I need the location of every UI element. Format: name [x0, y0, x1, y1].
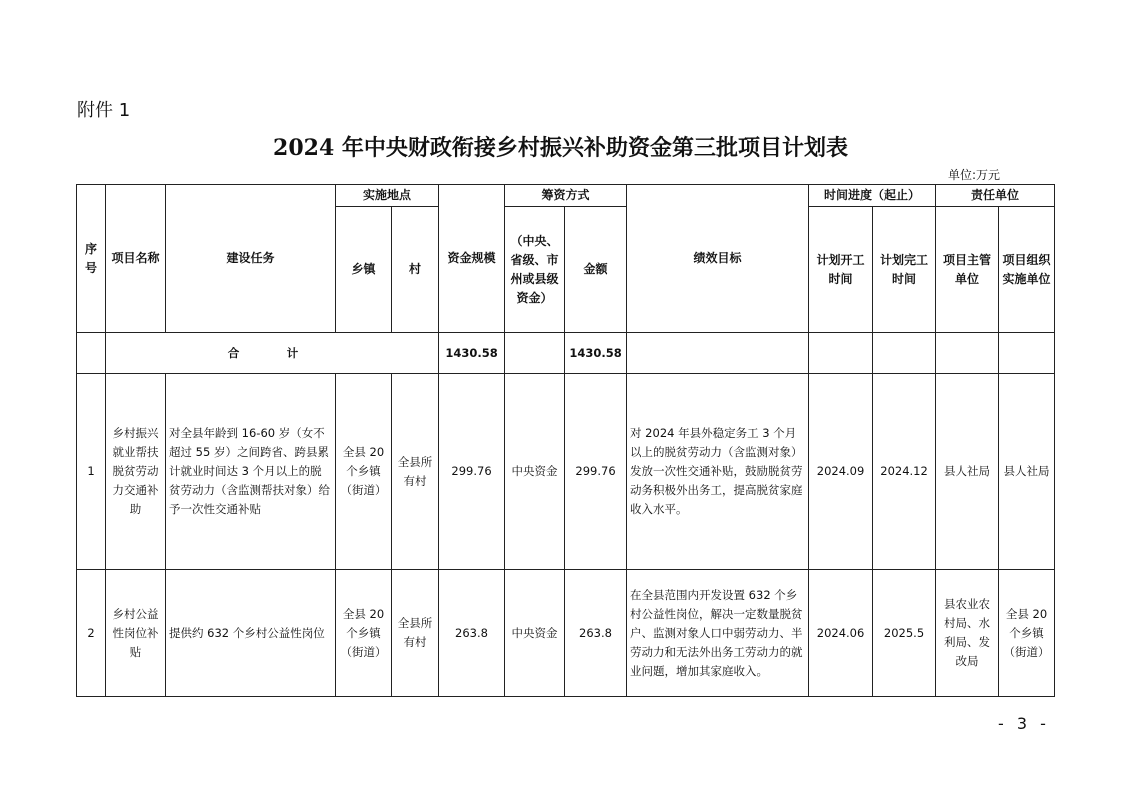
header-name: 项目名称 [106, 185, 166, 333]
header-seq: 序号 [77, 185, 106, 333]
row-amount: 299.76 [565, 374, 627, 570]
header-start: 计划开工时间 [809, 207, 873, 333]
header-location: 实施地点 [336, 185, 439, 207]
row-source: 中央资金 [505, 570, 565, 697]
page-title: 2024 年中央财政衔接乡村振兴补助资金第三批项目计划表 [273, 135, 848, 161]
row-executor: 县人社局 [999, 374, 1055, 570]
row-source: 中央资金 [505, 374, 565, 570]
row-task: 对全县年龄到 16-60 岁（女不超过 55 岁）之间跨省、跨县累计就业时间达 3 个月以上的脱贫劳动力（含监测帮扶对象）给予一次性交通补贴 [166, 374, 336, 570]
header-goal: 绩效目标 [627, 185, 809, 333]
header-responsible: 责任单位 [936, 185, 1055, 207]
table-row [77, 570, 1055, 697]
row-end: 2025.5 [873, 570, 936, 697]
row-goal: 对 2024 年县外稳定务工 3 个月以上的脱贫劳动力（含监测对象）发放一次性交通补贴，鼓励脱贫劳动务积极外出务工，提高脱贫家庭收入水平。 [627, 374, 809, 570]
row-name: 乡村公益性岗位补贴 [106, 570, 166, 697]
row-end: 2024.12 [873, 374, 936, 570]
total-executor-empty [999, 333, 1055, 374]
attachment-label: 附件 1 [77, 100, 131, 121]
total-end-empty [873, 333, 936, 374]
total-label: 合 计 [106, 333, 439, 374]
row-village: 全县所有村 [392, 374, 439, 570]
total-manager-empty [936, 333, 999, 374]
row-township: 全县 20 个乡镇（街道） [336, 570, 392, 697]
row-scale: 263.8 [439, 570, 505, 697]
row-task: 提供约 632 个乡村公益性岗位 [166, 570, 336, 697]
total-row [77, 333, 1055, 374]
total-source-empty [505, 333, 565, 374]
header-scale: 资金规模 [439, 185, 505, 333]
row-manager: 县农业农村局、水利局、发改局 [936, 570, 999, 697]
row-amount: 263.8 [565, 570, 627, 697]
table-row [77, 374, 1055, 570]
row-goal: 在全县范围内开发设置 632 个乡村公益性岗位，解决一定数量脱贫户、监测对象人口中弱劳动力、半劳动力和无法外出务工劳动力的就业问题，增加其家庭收入。 [627, 570, 809, 697]
total-goal-empty [627, 333, 809, 374]
row-township: 全县 20 个乡镇（街道） [336, 374, 392, 570]
row-start: 2024.06 [809, 570, 873, 697]
header-row-1 [77, 185, 1055, 207]
row-village: 全县所有村 [392, 570, 439, 697]
header-manager: 项目主管单位 [936, 207, 999, 333]
header-funding: 筹资方式 [505, 185, 627, 207]
row-name: 乡村振兴就业帮扶脱贫劳动力交通补助 [106, 374, 166, 570]
header-fund-source: （中央、省级、市州或县级资金） [505, 207, 565, 333]
header-end: 计划完工时间 [873, 207, 936, 333]
row-seq: 2 [77, 570, 106, 697]
row-seq: 1 [77, 374, 106, 570]
row-start: 2024.09 [809, 374, 873, 570]
row-scale: 299.76 [439, 374, 505, 570]
page-number: - 3 - [998, 714, 1050, 733]
row-executor: 全县 20 个乡镇（街道） [999, 570, 1055, 697]
total-seq-empty [77, 333, 106, 374]
header-executor: 项目组织实施单位 [999, 207, 1055, 333]
header-village: 村 [392, 207, 439, 333]
header-task: 建设任务 [166, 185, 336, 333]
header-amount: 金额 [565, 207, 627, 333]
total-amount: 1430.58 [565, 333, 627, 374]
total-start-empty [809, 333, 873, 374]
row-manager: 县人社局 [936, 374, 999, 570]
total-scale: 1430.58 [439, 333, 505, 374]
header-schedule: 时间进度（起止） [809, 185, 936, 207]
project-plan-table [76, 184, 1055, 697]
unit-label: 单位:万元 [947, 168, 1000, 182]
header-township: 乡镇 [336, 207, 392, 333]
